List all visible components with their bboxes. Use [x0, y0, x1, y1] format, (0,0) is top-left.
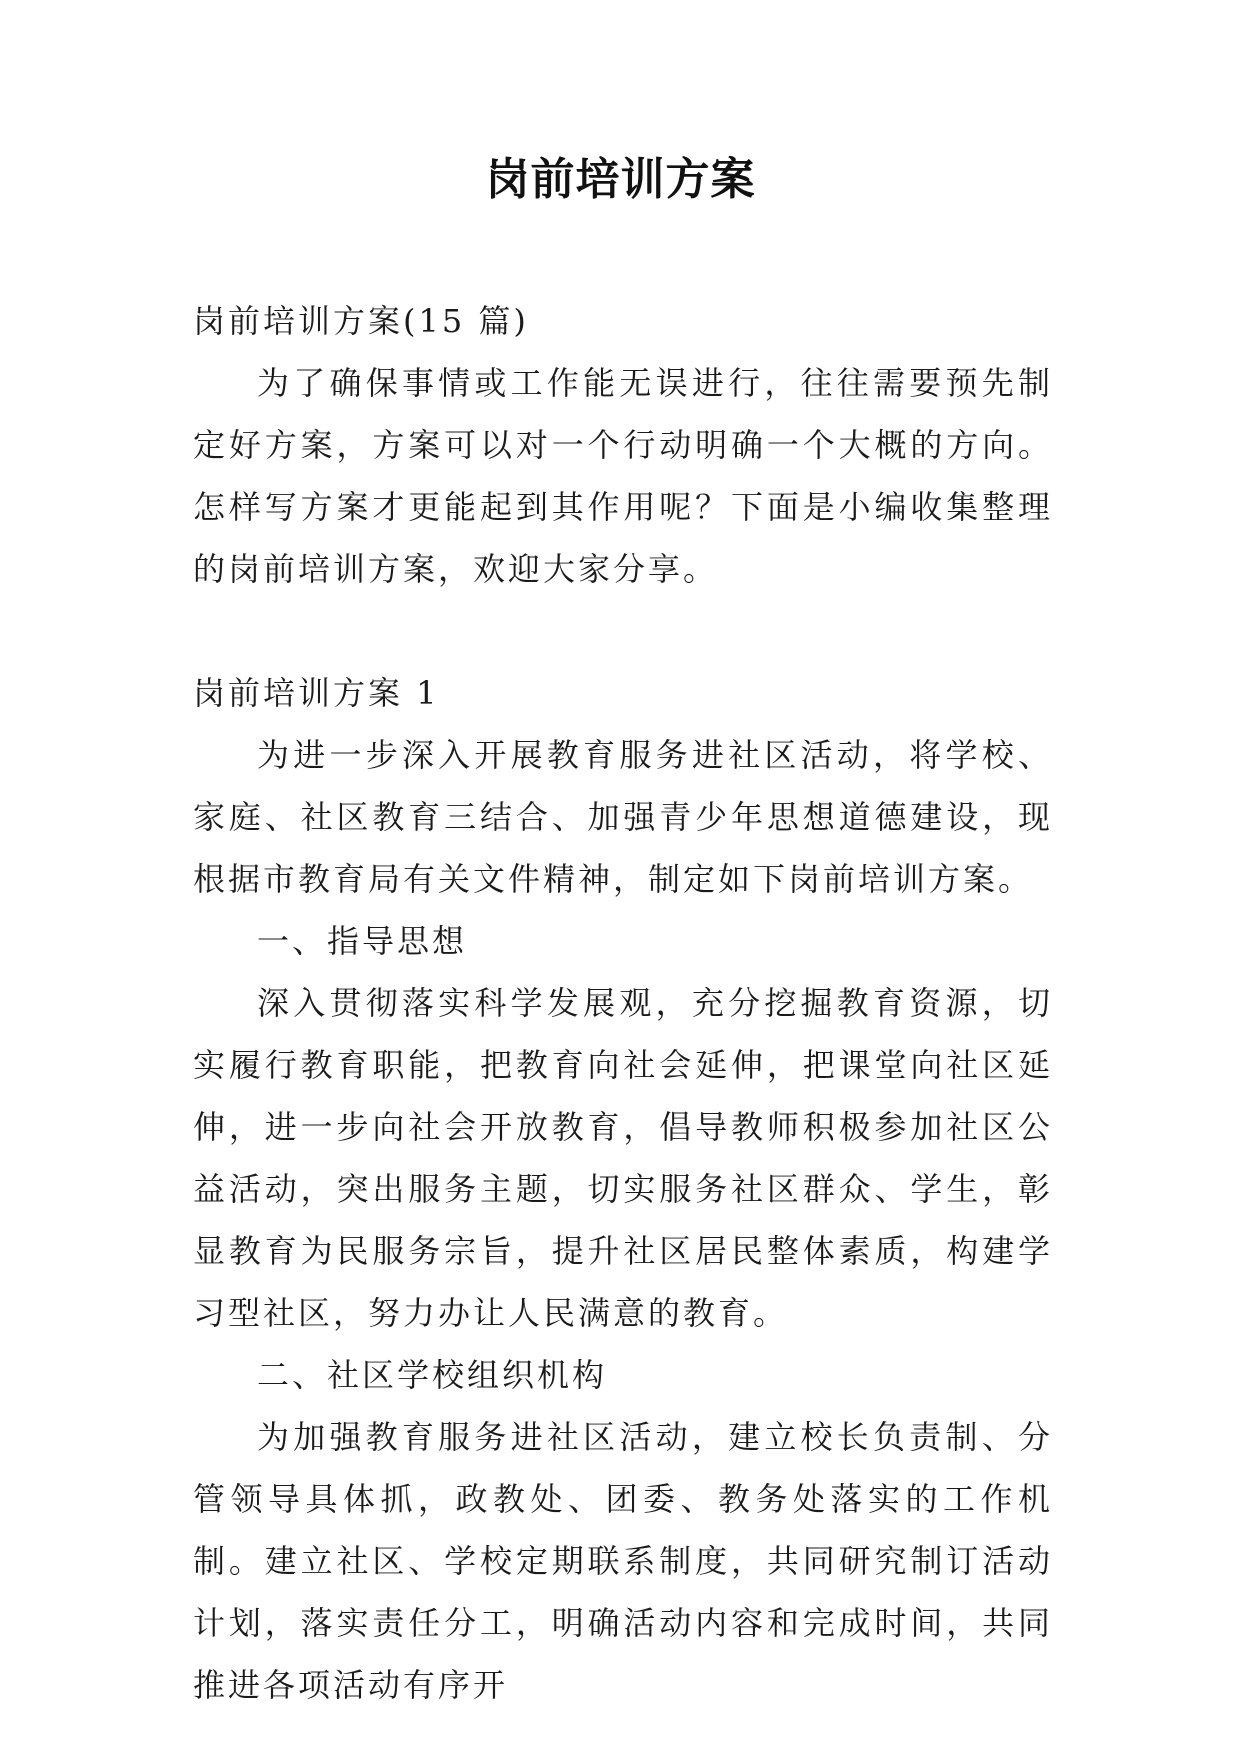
guiding-ideology-paragraph: 深入贯彻落实科学发展观，充分挖掘教育资源，切实履行教育职能，把教育向社会延伸，把课堂向社区延伸，进一步向社会开放教育，倡导教师积极参加社区公益活动，突出服务主题，切实服务社区群众、学生，彰显教育为民服务宗旨，提升社区居民整体素质，构建学习型社区，努力办让人民满意的教育。 [193, 984, 1053, 1332]
organization-paragraph: 为加强教育服务进社区活动，建立校长负责制、分管领导具体抓，政教处、团委、教务处落实的工作机制。建立社区、学校定期联系制度，共同研究制订活动计划，落实责任分工，明确活动内容和完成时间，共同推进各项活动有序开 [193, 1418, 1053, 1704]
document-subtitle: 岗前培训方案(15 篇) [193, 302, 529, 340]
section-title: 岗前培训方案 1 [193, 674, 440, 712]
heading-organization: 二、社区学校组织机构 [257, 1356, 608, 1394]
paragraph-spacer [193, 600, 1053, 662]
document-body [193, 290, 1053, 1716]
intro-paragraph: 为了确保事情或工作能无误进行，往往需要预先制定好方案，方案可以对一个行动明确一个大概的方向。怎样写方案才更能起到其作用呢？下面是小编收集整理的岗前培训方案，欢迎大家分享。 [193, 364, 1053, 588]
section-paragraph: 为进一步深入开展教育服务进社区活动，将学校、家庭、社区教育三结合、加强青少年思想道德建设，现根据市教育局有关文件精神，制定如下岗前培训方案。 [193, 736, 1053, 898]
document-title: 岗前培训方案 [485, 154, 756, 205]
heading-guiding-ideology: 一、指导思想 [257, 922, 468, 960]
